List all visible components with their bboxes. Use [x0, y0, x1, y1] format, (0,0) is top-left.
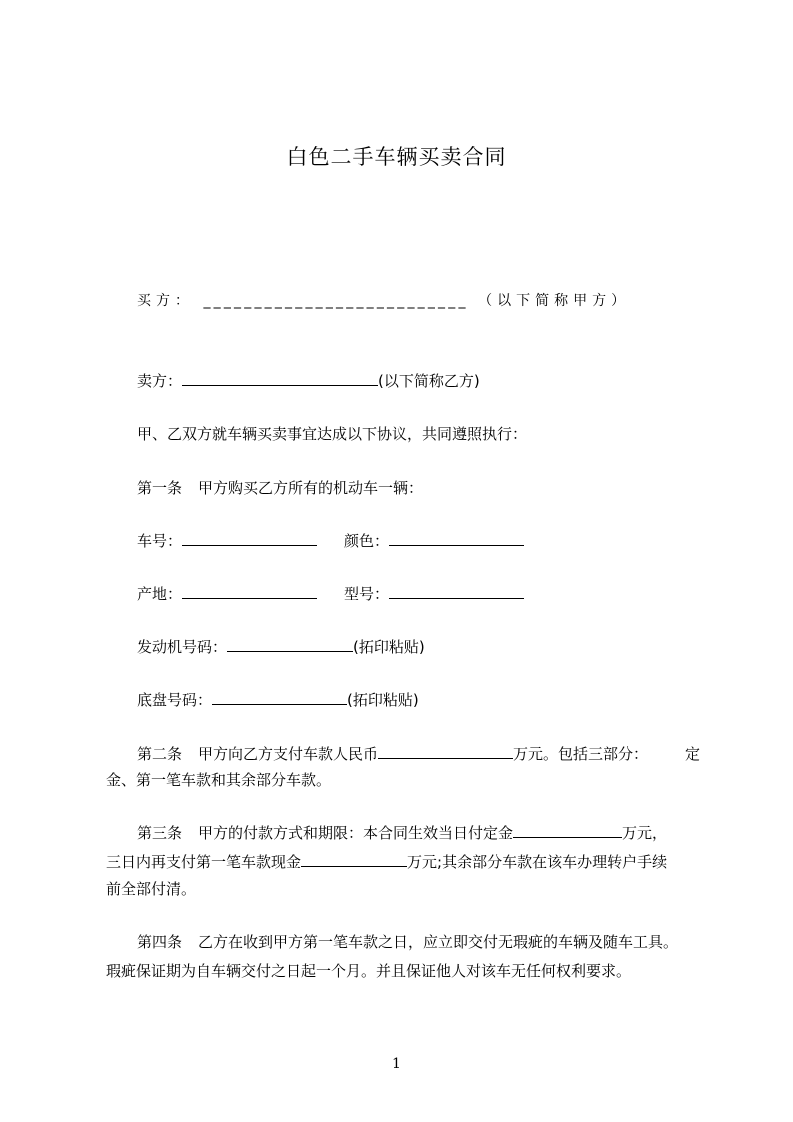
- seller-blank[interactable]: [182, 371, 378, 386]
- model-label: 型号：: [344, 585, 390, 603]
- chassis-blank[interactable]: [212, 690, 347, 705]
- article-3-line-2-b: 万元;其余部分车款在该车办理转户手续: [407, 853, 668, 871]
- article-2: [137, 744, 648, 764]
- plate-blank[interactable]: [182, 531, 317, 546]
- engine-note: (拓印粘贴): [353, 638, 425, 656]
- article-4-number: 第四条: [137, 933, 183, 951]
- first-payment-blank[interactable]: [301, 852, 407, 867]
- article-1-text: 甲方购买乙方所有的机动车一辆：: [198, 479, 424, 497]
- origin-label: 产地：: [137, 585, 183, 603]
- engine-label: 发动机号码：: [137, 638, 228, 656]
- buyer-line: [137, 291, 630, 311]
- seller-label: 卖方：: [137, 372, 183, 390]
- buyer-suffix: （以下简称甲方）: [478, 293, 631, 309]
- article-3-text-b: 万元，: [622, 824, 668, 842]
- article-1-number: 第一条: [137, 479, 183, 497]
- engine-field: [137, 637, 425, 657]
- plate-label: 车号：: [137, 532, 183, 550]
- article-4: [137, 932, 678, 952]
- plate-field: [137, 531, 317, 551]
- buyer-blank[interactable]: __________________________: [203, 293, 469, 309]
- chassis-note: (拓印粘贴): [347, 691, 419, 709]
- color-blank[interactable]: [389, 531, 524, 546]
- color-field: [344, 531, 524, 551]
- model-field: [344, 584, 524, 604]
- article-3-line-2: [106, 852, 667, 872]
- article-3: [137, 823, 667, 843]
- article-2-number: 第二条: [137, 745, 183, 763]
- article-2-line-2: 金、第一笔车款和其余部分车款。: [106, 771, 332, 789]
- article-4-line-2: 瑕疵保证期为自车辆交付之日起一个月。并且保证他人对该车无任何权利要求。: [106, 962, 632, 980]
- article-1: [137, 478, 423, 498]
- page-number: 1: [392, 1056, 401, 1072]
- chassis-label: 底盘号码：: [137, 691, 213, 709]
- intro-paragraph: 甲、乙双方就车辆买卖事宜达成以下协议，共同遵照执行：: [137, 425, 528, 443]
- model-blank[interactable]: [389, 584, 524, 599]
- origin-blank[interactable]: [182, 584, 317, 599]
- deposit-blank[interactable]: [513, 823, 622, 838]
- price-blank[interactable]: [378, 744, 513, 759]
- buyer-label: 买方：: [137, 293, 194, 309]
- document-title: 白色二手车辆买卖合同: [286, 145, 507, 169]
- article-3-text-a: 甲方的付款方式和期限：本合同生效当日付定金: [198, 824, 514, 842]
- article-2-text-a: 甲方向乙方支付车款人民币: [198, 745, 379, 763]
- article-2-text-b: 万元。包括三部分：: [513, 745, 649, 763]
- article-3-line-2-a: 三日内再支付第一笔车款现金: [106, 853, 302, 871]
- color-label: 颜色：: [344, 532, 390, 550]
- seller-line: [137, 371, 480, 391]
- article-3-line-3: 前全部付清。: [106, 880, 197, 898]
- article-2-text-c: 定: [685, 745, 701, 763]
- engine-blank[interactable]: [227, 637, 353, 652]
- article-4-text: 乙方在收到甲方第一笔车款之日，应立即交付无瑕疵的车辆及随车工具。: [198, 933, 679, 951]
- chassis-field: [137, 690, 419, 710]
- seller-suffix: (以下简称乙方): [378, 372, 480, 390]
- origin-field: [137, 584, 317, 604]
- article-3-number: 第三条: [137, 824, 183, 842]
